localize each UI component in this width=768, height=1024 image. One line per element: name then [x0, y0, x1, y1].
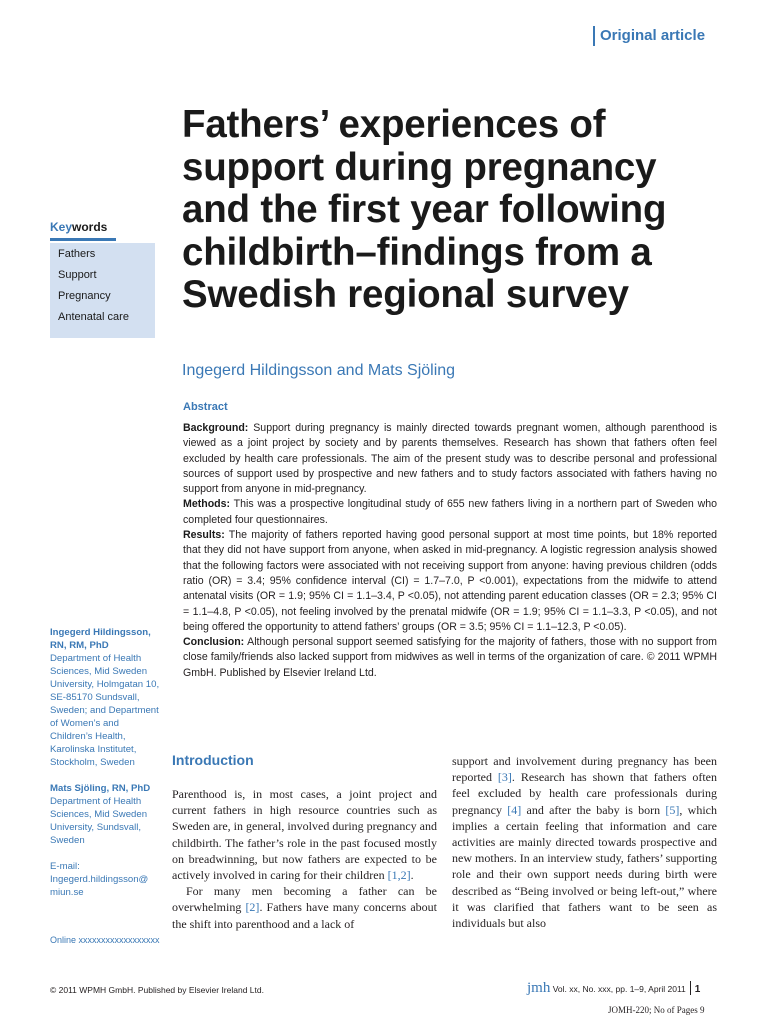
- body-column-right: [452, 753, 717, 931]
- citation-link[interactable]: [4]: [507, 802, 522, 817]
- header-accent-bar: [593, 26, 595, 46]
- author2-affil-text: Department of Health Sciences, Mid Sweden University, Sundsvall, Sweden: [50, 796, 148, 846]
- author1-affiliation: [50, 626, 162, 769]
- author-list: Ingegerd Hildingsson and Mats Sjöling: [182, 362, 456, 379]
- citation-link[interactable]: [5]: [665, 802, 680, 817]
- email-address[interactable]: Ingegerd.hildingsson@ miun.se: [50, 874, 149, 898]
- keywords-underline: [50, 238, 116, 241]
- manuscript-id: JOMH-220; No of Pages 9: [608, 1005, 705, 1015]
- title-line: Swedish regional survey: [182, 273, 629, 316]
- title-line: and the first year following: [182, 188, 667, 231]
- journal-logo: jmh: [527, 980, 551, 996]
- article-type-label: Original article: [600, 27, 706, 44]
- body-column-left: [172, 786, 437, 932]
- introduction-heading: Introduction: [172, 752, 254, 768]
- keywords-heading: Keywords: [50, 220, 108, 234]
- keyword-item: Pregnancy: [58, 290, 111, 302]
- intro-paragraph: support and involvement during pregnancy has been reported [3]. Research has shown that fathers often feel excluded by health care professionals during pregnancy [4] and after the baby is born [5], which implies a certain feeling that information and care activities are mainly directed towards prospective and new mothers. In an interview study, fathers’ supporting role and their own support needs during birth were described as “Being involved or being left-out,” where it was clarified that fathers want to be seen as individuals but also: [452, 754, 718, 931]
- abstract-methods: Methods: This was a prospective longitudinal study of 655 new fathers living in a northern part of Sweden who completed four questionnaires.: [183, 498, 717, 526]
- footer-divider: [690, 981, 691, 995]
- citation-link[interactable]: [3]: [497, 770, 512, 785]
- abstract-conclusion: Conclusion: Although personal support seemed satisfying for the majority of fathers, those with no support from close family/friends also lacked support from midwives as well in terms of the organization of care. © 2011 WPMH GmbH. Published by Elsevier Ireland Ltd.: [183, 636, 717, 679]
- email-block: [50, 860, 162, 899]
- intro-paragraph: For many men becoming a father can be overwhelming [2]. Fathers have many concerns about the shift into parenthood and a lack of: [172, 884, 437, 931]
- author2-affiliation: [50, 782, 162, 847]
- page-number: 1: [694, 984, 701, 995]
- footer-copyright: © 2011 WPMH GmbH. Published by Elsevier Ireland Ltd.: [50, 985, 264, 995]
- author1-affil-text: Department of Health Sciences, Mid Sweden University, Holmgatan 10, SE-85170 Sundsvall, Sweden; and Department of Women’s and Children’s Health, Karolinska Institutet, Stockholm, Sweden: [50, 653, 160, 768]
- keyword-item: Antenatal care: [58, 311, 129, 323]
- title-line: childbirth–findings from a: [182, 230, 652, 274]
- volume-info: Vol. xx, No. xxx, pp. 1–9, April 2011: [550, 984, 686, 994]
- online-date: Online xxxxxxxxxxxxxxxxxx: [50, 935, 160, 945]
- keyword-item: Fathers: [58, 248, 96, 260]
- author2-name: Mats Sjöling, RN, PhD: [50, 783, 151, 794]
- article-title: [182, 104, 742, 317]
- intro-paragraph: Parenthood is, in most cases, a joint project and current fathers in high resource countries such as Sweden are, in general, involved during pregnancy and childbirth. The father’s role in the past focused mostly on breadwinning, but now fathers are expected to be actively involved in caring for their children [1,2].: [172, 787, 437, 883]
- title-line: support during pregnancy: [182, 145, 657, 189]
- author1-name: Ingegerd Hildingsson, RN, RM, PhD: [50, 627, 151, 651]
- footer-journal-info: [527, 979, 715, 999]
- abstract-results: Results: The majority of fathers reported having good personal support at most time points, but 18% reported that they did not have support from anyone, when asked in mid-pregnancy. A logistic regression analysis showed that the following factors were associated with not receiving support from anyone: having previous children (odds ratio (OR) = 3.4; 95% confidence interval (CI) = 1.7–7.0, P <0.001), expectations from the midwife to attend antenatal visits (OR = 1.9; 95% CI = 1.1–3.4, P <0.05), not attending parent education classes (OR = 2.3; 95% CI = 1.1–4.8, P <0.05), not feeling involved by the prenatal midwife (OR = 1.9; 95% CI = 1.1–3.3, P <0.05), and not being offered the opportunity to attend fathers’ groups (OR = 3.5; 95% CI = 1.1–12.3, P <0.05).: [183, 529, 717, 633]
- abstract-heading: Abstract: [183, 401, 228, 413]
- abstract-background: Background: Support during pregnancy is mainly directed towards pregnant women, although parenthood is viewed as a joint project by society and by parents themselves. Research has shown that fathers often feel excluded by health care professionals. The aim of the present study was to describe personal and professional sources of support used by prospective and new fathers and to study factors associated with fathers having no support from anyone in mid-pregnancy.: [183, 422, 717, 496]
- citation-link[interactable]: [2]: [245, 900, 260, 915]
- citation-link[interactable]: [1,2]: [387, 868, 411, 883]
- title-line: Fathers’ experiences of: [182, 103, 606, 146]
- keyword-item: Support: [58, 269, 97, 281]
- email-label: E-mail:: [50, 861, 80, 872]
- abstract-body: [183, 421, 717, 681]
